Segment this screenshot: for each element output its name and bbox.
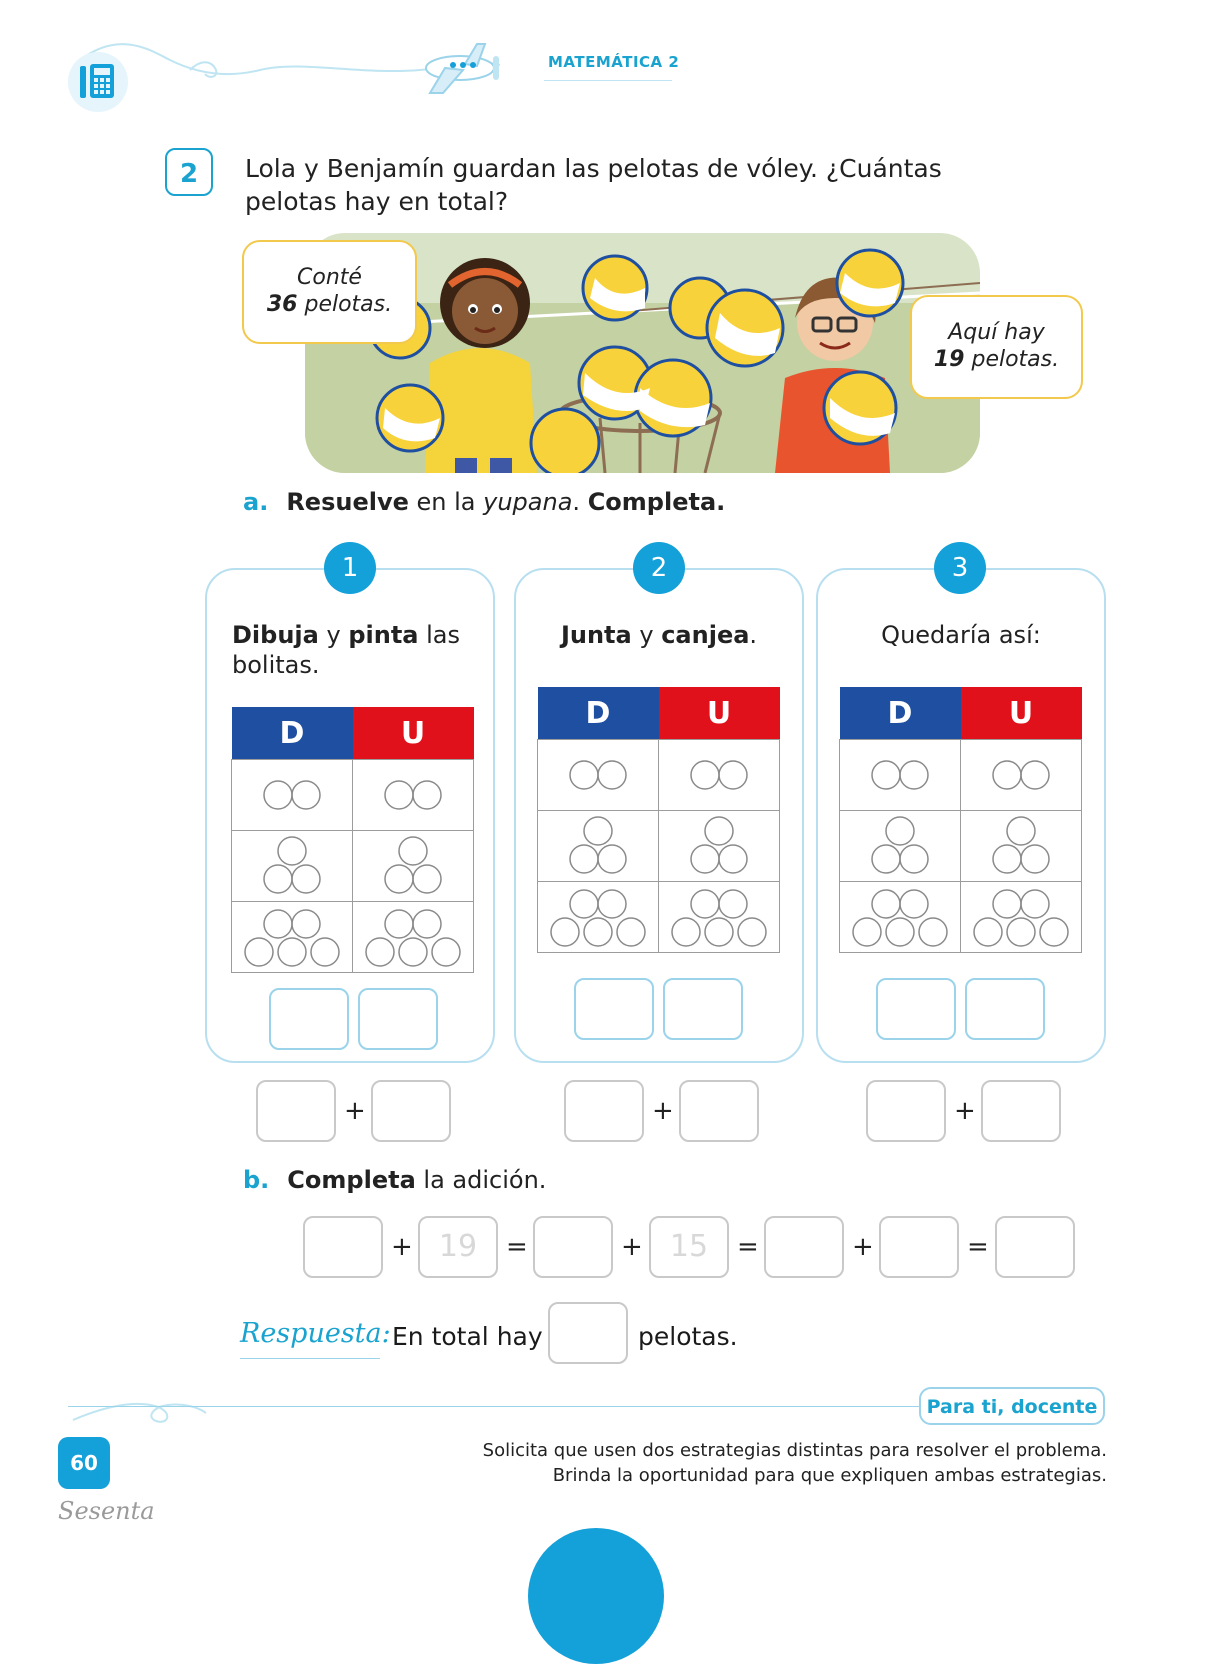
yupana-cell-d5[interactable] xyxy=(840,882,961,953)
part-a-instruction: a. Resuelve en la yupana. Completa. xyxy=(243,488,726,516)
teacher-note-line1: Solicita que usen dos estrategias distintas para resolver el problema. xyxy=(482,1440,1107,1461)
yupana-cell-u5[interactable] xyxy=(961,882,1082,953)
addition-box-1[interactable] xyxy=(303,1216,383,1278)
addition-box-3[interactable] xyxy=(533,1216,613,1278)
yupana-col-unidades: U xyxy=(659,687,780,740)
yupana-cell-u5[interactable] xyxy=(353,902,474,973)
sum-box-left[interactable] xyxy=(256,1080,336,1142)
step-1-rest: las bolitas. xyxy=(232,621,461,679)
teacher-note-line2: Brinda la oportunidad para que expliquen ambas estrategias. xyxy=(552,1465,1107,1486)
yupana-col-decenas: D xyxy=(232,707,353,760)
yupana-cell-u2[interactable] xyxy=(353,760,474,831)
part-a-verb: Resuelve xyxy=(286,488,409,516)
yupana-col-unidades: U xyxy=(353,707,474,760)
bubble-benjamin-rest: pelotas. xyxy=(971,347,1060,372)
calculator-icon xyxy=(68,52,128,112)
part-a-tool: yupana xyxy=(483,488,573,516)
page-number: 60 xyxy=(58,1437,110,1489)
addition-box-6[interactable] xyxy=(879,1216,959,1278)
addition-box-7[interactable] xyxy=(995,1216,1075,1278)
answer-box-d[interactable] xyxy=(876,978,956,1040)
step-2-mid: y xyxy=(639,621,654,649)
step-1-bold2: pinta xyxy=(348,621,419,649)
title-underline xyxy=(544,80,672,81)
answer-text-before: En total hay xyxy=(392,1322,543,1351)
plus-sign: + xyxy=(852,1232,874,1262)
book-title: MATEMÁTICA 2 xyxy=(548,53,680,71)
yupana-cell-u3[interactable] xyxy=(961,811,1082,882)
answer-box-u[interactable] xyxy=(663,978,743,1040)
step-number-1: 1 xyxy=(324,542,376,594)
yupana-cell-u2[interactable] xyxy=(659,740,780,811)
answer-box-d[interactable] xyxy=(574,978,654,1040)
yupana-cell-d3[interactable] xyxy=(840,811,961,882)
part-a-end: Completa. xyxy=(587,488,726,516)
step-2-instruction xyxy=(514,620,804,650)
step-number-3: 3 xyxy=(934,542,986,594)
yupana-cell-u2[interactable] xyxy=(961,740,1082,811)
answer-box-u[interactable] xyxy=(358,988,438,1050)
yupana-table-1 xyxy=(231,707,474,973)
equals-sign: = xyxy=(506,1232,528,1262)
answer-total-box[interactable] xyxy=(548,1302,628,1364)
yupana-cell-d2[interactable] xyxy=(840,740,961,811)
answer-label: Respuesta: xyxy=(240,1318,391,1349)
yupana-col-decenas: D xyxy=(840,687,961,740)
answer-label-underline xyxy=(240,1358,380,1359)
plus-sign: + xyxy=(344,1096,366,1126)
yupana-col-decenas: D xyxy=(538,687,659,740)
bottom-decoration xyxy=(528,1528,664,1664)
sum-box-right[interactable] xyxy=(679,1080,759,1142)
step-1-instruction xyxy=(232,620,482,680)
answer-text-after: pelotas. xyxy=(638,1322,738,1351)
bubble-benjamin-line2 xyxy=(912,346,1081,373)
yupana-cell-d3[interactable] xyxy=(232,831,353,902)
step-3-instruction: Quedaría así: xyxy=(881,621,1041,649)
yupana-table-2 xyxy=(537,687,780,953)
sum-box-left[interactable] xyxy=(564,1080,644,1142)
teacher-tag: Para ti, docente xyxy=(919,1387,1105,1425)
addition-box-4-hint[interactable]: 15 xyxy=(649,1216,729,1278)
problem-statement: Lola y Benjamín guardan las pelotas de vóley. ¿Cuántas pelotas hay en total? xyxy=(245,154,942,216)
sum-box-right[interactable] xyxy=(981,1080,1061,1142)
bubble-benjamin-number: 19 xyxy=(933,347,965,372)
answer-box-d[interactable] xyxy=(269,988,349,1050)
footer-divider xyxy=(68,1406,920,1407)
addition-box-5[interactable] xyxy=(764,1216,844,1278)
part-b-verb: Completa xyxy=(287,1166,416,1194)
yupana-cell-d3[interactable] xyxy=(538,811,659,882)
bubble-lola-line1: Conté xyxy=(297,265,362,290)
part-b-label: b. xyxy=(243,1166,270,1194)
step-2-rest: . xyxy=(749,621,758,649)
addition-box-2-hint[interactable]: 19 xyxy=(418,1216,498,1278)
part-a-label: a. xyxy=(243,488,269,516)
yupana-cell-u3[interactable] xyxy=(353,831,474,902)
bubble-lola-rest: pelotas. xyxy=(304,292,393,317)
part-a-middle: en la xyxy=(416,488,476,516)
plus-sign: + xyxy=(621,1232,643,1262)
yupana-cell-d5[interactable] xyxy=(232,902,353,973)
speech-bubble-lola xyxy=(242,240,417,344)
part-b-instruction xyxy=(243,1166,546,1194)
sum-box-right[interactable] xyxy=(371,1080,451,1142)
teacher-note xyxy=(380,1438,1107,1488)
bubble-lola-line2 xyxy=(244,291,415,318)
airplane-icon xyxy=(415,38,505,100)
yupana-table-3 xyxy=(839,687,1082,953)
step-1-mid: y xyxy=(326,621,341,649)
step-1-bold1: Dibuja xyxy=(232,621,319,649)
yupana-col-unidades: U xyxy=(961,687,1082,740)
equals-sign: = xyxy=(737,1232,759,1262)
yupana-cell-d2[interactable] xyxy=(232,760,353,831)
sum-box-left[interactable] xyxy=(866,1080,946,1142)
plus-sign: + xyxy=(954,1096,976,1126)
plus-sign: + xyxy=(391,1232,413,1262)
yupana-cell-d2[interactable] xyxy=(538,740,659,811)
step-number-2: 2 xyxy=(633,542,685,594)
problem-number: 2 xyxy=(165,148,213,196)
answer-box-u[interactable] xyxy=(965,978,1045,1040)
yupana-cell-u5[interactable] xyxy=(659,882,780,953)
bubble-lola-number: 36 xyxy=(266,292,298,317)
yupana-cell-u3[interactable] xyxy=(659,811,780,882)
page-number-word: Sesenta xyxy=(58,1497,155,1525)
speech-bubble-benjamin xyxy=(910,295,1083,399)
equals-sign: = xyxy=(967,1232,989,1262)
footer-swirl xyxy=(68,1395,208,1435)
yupana-cell-d5[interactable] xyxy=(538,882,659,953)
part-b-rest: la adición. xyxy=(423,1166,547,1194)
step-2-bold1: Junta xyxy=(560,621,632,649)
bubble-benjamin-line1: Aquí hay xyxy=(948,320,1045,345)
step-2-bold2: canjea xyxy=(661,621,750,649)
plus-sign: + xyxy=(652,1096,674,1126)
